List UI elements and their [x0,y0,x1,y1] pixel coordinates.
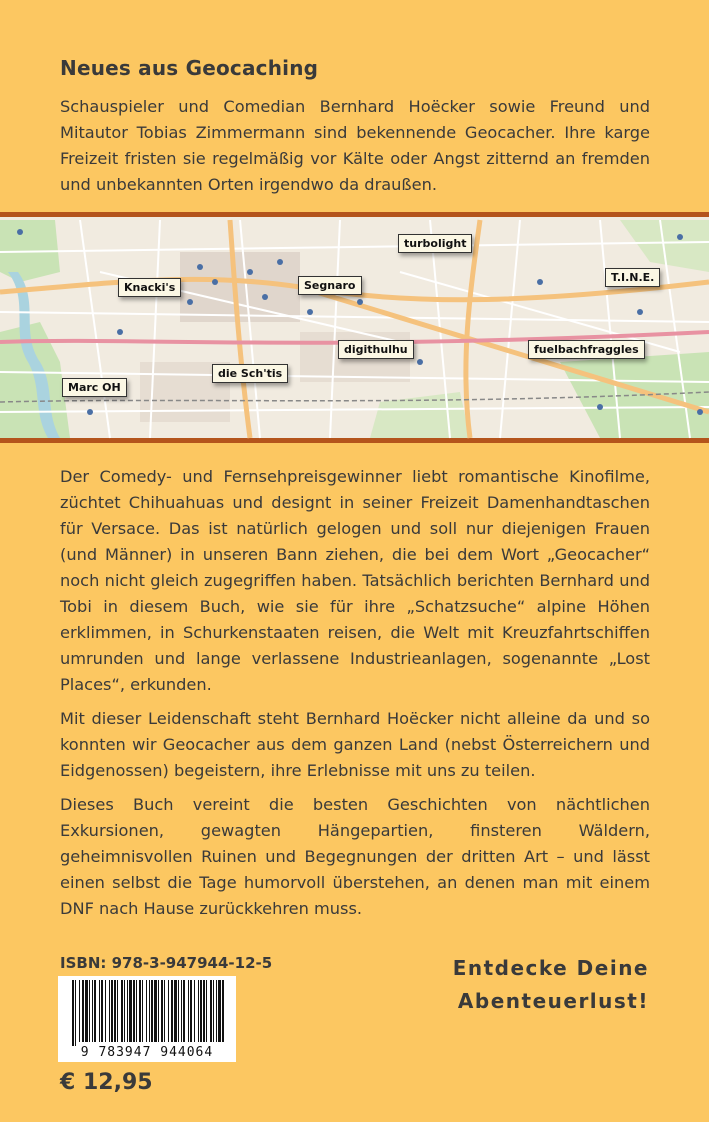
map-label-segnaro: Segnaro [298,276,362,295]
section-heading: Neues aus Geocaching [60,56,319,80]
isbn-label: ISBN: 978-3-947944-12-5 [60,954,273,972]
map-graphic [0,212,709,443]
slogan-line-1: Entdecke Deine [452,956,649,980]
map-label-knackis: Knacki's [118,278,181,297]
body-paragraph-2: Mit dieser Leidenschaft steht Bernhard Hoëcker nicht alleine da und so konnten wir Geocacher aus dem ganzen Land (nebst Österreichern und Eidgenossen) begeistern, ihre Erlebnisse mit uns zu teilen. [60,709,650,780]
slogan-line-2: Abenteuerlust! [457,989,649,1013]
barcode-digits: 9 783947 944064 [80,1045,214,1060]
body-paragraph-1: Der Comedy- und Fernsehpreisgewinner liebt romantische Kinofilme, züchtet Chihuahuas und designt in seiner Freizeit Damenhandtaschen für Versace. Das ist natürlich gelogen und soll nur diejenigen Frauen (und Männer) in unseren Bann ziehen, die bei dem Wort „Geocacher“ noch nicht gleich zugegriffen haben. Tatsächlich berichten Bernhard und Tobi in diesem Buch, wie sie für ihre „Schatzsuche“ alpine Höhen erklimmen, in Schurkenstaaten reisen, die Welt mit Kreuzfahrtschiffen umrunden und lange verlassene Industrieanlagen, sogenannte „Lost Places“, erkunden. [60,467,650,694]
map-label-turbolight: turbolight [398,234,472,253]
body-paragraph-3: Dieses Buch vereint die besten Geschichten von nächtlichen Exkursionen, gewagten Hängepartien, finsteren Wäldern, geheimnisvollen Ruinen und Begegnungen der dritten Art – und lässt einen selbst die Tage humorvoll überstehen, an denen man mit einem DNF nach Hause zurückkehren muss. [60,795,650,918]
intro-paragraph: Schauspieler und Comedian Bernhard Hoëcker sowie Freund und Mitautor Tobias Zimmermann sind bekennende Geocacher. Ihre karge Freizeit fristen sie regelmäßig vor Kälte oder Angst zitternd an fremden und unbekannten Orten irgendwo da draußen. [60,97,650,194]
map-label-tine: T.I.N.E. [605,268,660,287]
map-label-marc-oh: Marc OH [62,378,127,397]
map-label-die-schtis: die Sch'tis [212,364,288,383]
map-label-fuelbachfraggles: fuelbachfraggles [528,340,645,359]
barcode [58,976,236,1062]
city-map [0,212,709,443]
map-label-digithulhu: digithulhu [338,340,414,359]
price: € 12,95 [60,1070,153,1095]
slogan [453,952,649,1018]
